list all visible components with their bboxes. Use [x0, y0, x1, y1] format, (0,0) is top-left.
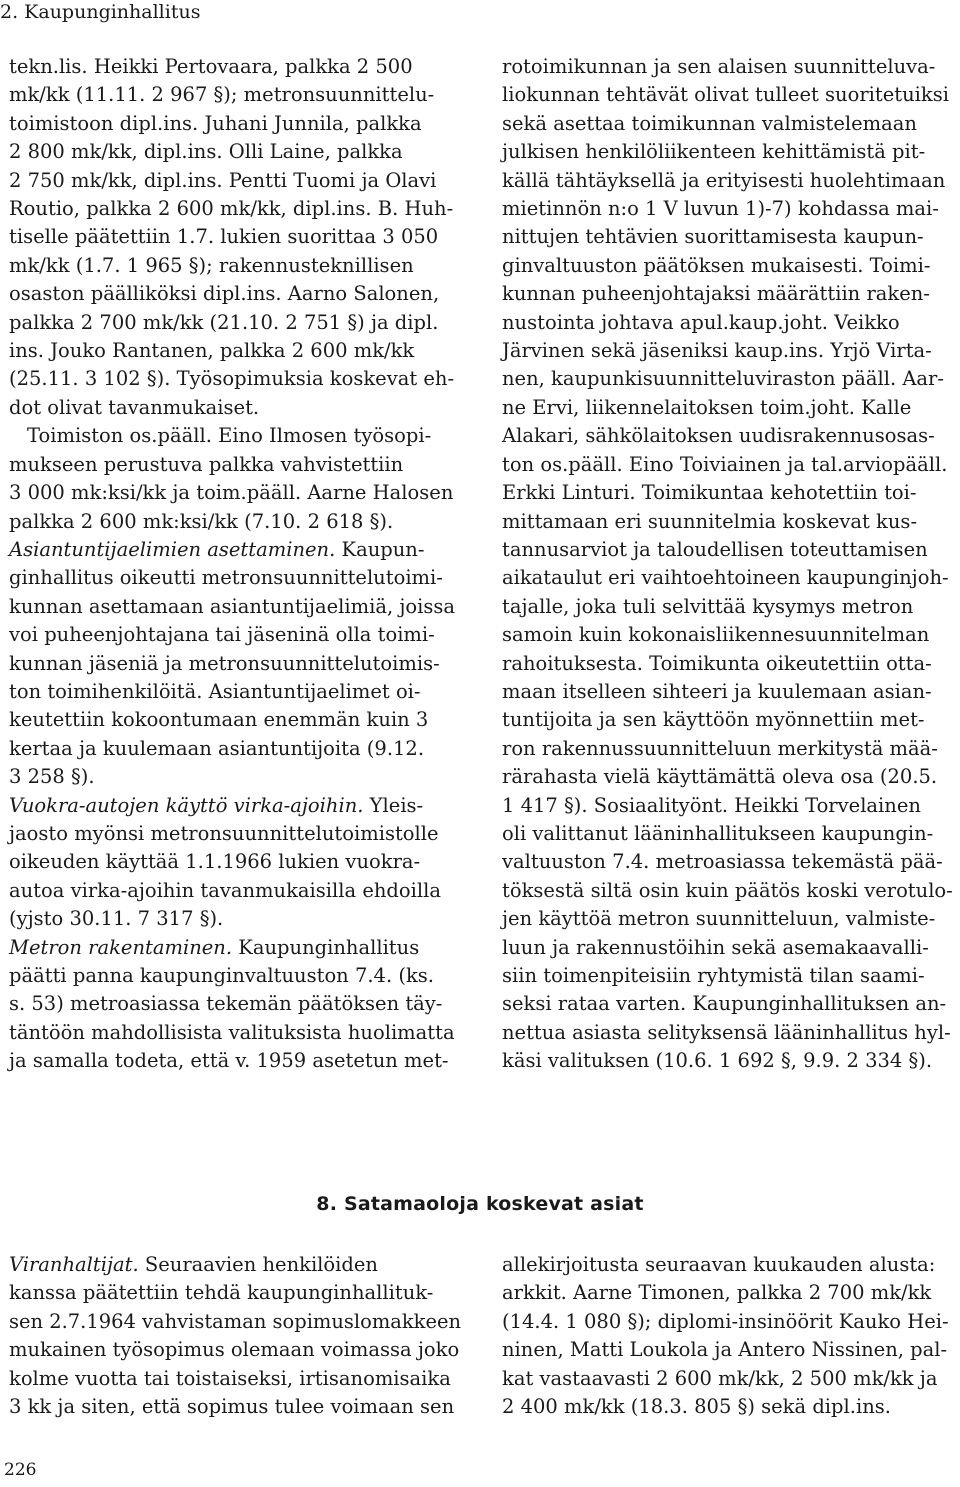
- text-line: ne Ervi, liikennelaitoksen toim.joht. Kalle: [502, 395, 912, 419]
- text-line: ton os.pääll. Eino Toiviainen ja tal.arviopääll.: [502, 452, 948, 476]
- text-line: ron rakennussuunnitteluun merkitystä mää-: [502, 736, 938, 760]
- text-line: tiselle päätettiin 1.7. lukien suorittaa 3 050: [9, 225, 439, 249]
- text-line: kertaa ja kuulemaan asiantuntijoita (9.12.: [9, 736, 425, 760]
- text-line: ins. Jouko Rantanen, palkka 2 600 mk/kk: [9, 339, 415, 363]
- text-line: nen, kaupunkisuunnitteluviraston pääll. Aar-: [502, 367, 944, 391]
- text-line: källä tähtäyksellä ja erityisesti huolehtimaan: [502, 168, 946, 192]
- text-line: kunnan jäseniä ja metronsuunnittelutoimis-: [9, 651, 440, 675]
- text-line: rärahasta vielä käyttämättä oleva osa (20.5.: [502, 765, 938, 789]
- text-line: tuntijoita ja sen käyttöön myönnettiin met-: [502, 708, 925, 732]
- text-line: rahoituksesta. Toimikunta oikeutettiin otta-: [502, 651, 932, 675]
- text-line: kat vastaavasti 2 600 mk/kk, 2 500 mk/kk ja: [502, 1366, 938, 1390]
- text-line: tekn.lis. Heikki Pertovaara, palkka 2 500: [9, 55, 413, 78]
- text-line: samoin kuin kokonaisliikennesuunnitelman: [502, 623, 930, 647]
- text-line: mittamaan eri suunnitelmia koskevat kus-: [502, 509, 918, 533]
- text-line: oikeuden käyttää 1.1.1966 lukien vuokra-: [9, 850, 421, 874]
- text-fragment: Yleis-: [363, 793, 424, 817]
- section-title: 8. Satamaoloja koskevat asiat: [316, 1193, 644, 1215]
- text-line: [9, 792, 461, 820]
- text-line: liokunnan tehtävät olivat tulleet suoritetuiksi: [502, 83, 949, 107]
- text-line: kunnan asettamaan asiantuntijaelimiä, joissa: [9, 594, 456, 618]
- text-line: sen 2.7.1964 vahvistaman sopimuslomakkeen: [9, 1309, 462, 1333]
- text-line: siin toimenpiteisiin ryhtymistä tilan saami-: [502, 964, 925, 987]
- text-line: (14.4. 1 080 §); diplomi-insinöörit Kauko Hei-: [502, 1309, 949, 1333]
- text-line: nittujen tehtävien suorittamisesta kaupun-: [502, 225, 924, 249]
- text-line: arkkit. Aarne Timonen, palkka 2 700 mk/kk: [502, 1281, 932, 1305]
- text-line: aikataulut eri vaihtoehtoineen kaupunginjoh-: [502, 566, 949, 590]
- text-line: osaston päälliköksi dipl.ins. Aarno Salonen,: [9, 282, 440, 306]
- text-line: [9, 536, 461, 564]
- text-line: ginhallitus oikeutti metronsuunnittelutoimi-: [9, 566, 443, 590]
- text-line: nustointa johtava apul.kaup.joht. Veikko: [502, 310, 900, 334]
- text-line: (25.11. 3 102 §). Työsopimuksia koskevat eh-: [9, 367, 455, 391]
- text-line: Alakari, sähkölaitoksen uudisrakennusosas-: [502, 424, 935, 448]
- text-line: tajalle, joka tuli selvittää kysymys metron: [502, 594, 914, 618]
- text-line: maan itselleen sihteeri ja kuulemaan asian-: [502, 679, 932, 703]
- subheading-vuokra: Vuokra-autojen käyttö virka-ajoihin.: [9, 793, 364, 817]
- text-line: ninen, Matti Loukola ja Antero Nissinen, pal-: [502, 1338, 948, 1362]
- text-line: [9, 934, 461, 962]
- column-left-top: [9, 53, 461, 1076]
- running-header: 2. Kaupunginhallitus: [0, 1, 201, 23]
- page-number: 226: [4, 1460, 37, 1480]
- text-line: mk/kk (1.7. 1 965 §); rakennusteknillisen: [9, 253, 414, 277]
- text-line: mukainen työsopimus olemaan voimassa joko: [9, 1338, 460, 1362]
- column-left-bottom: [9, 1251, 461, 1421]
- text-line: Järvinen sekä jäseniksi kaup.ins. Yrjö Virta-: [502, 339, 932, 363]
- column-right-bottom: [502, 1251, 957, 1421]
- subheading-asiantuntija: Asiantuntijaelimien asettaminen.: [9, 537, 336, 561]
- text-line: luun ja rakennustöihin sekä asemakaavalli-: [502, 935, 929, 959]
- text-line: mietinnön n:o 1 V luvun 1)-7) kohdassa mai-: [502, 197, 939, 221]
- text-line: ginvaltuuston päätöksen mukaisesti. Toimi-: [502, 253, 931, 277]
- text-line: dot olivat tavanmukaiset.: [9, 395, 260, 419]
- text-line: töksestä siltä osin kuin päätös koski verotulo-: [502, 878, 953, 902]
- text-line: mukseen perustuva palkka vahvistettiin: [9, 452, 404, 476]
- text-line: ja samalla todeta, että v. 1959 asetetun met-: [9, 1049, 449, 1073]
- text-line: Erkki Linturi. Toimikuntaa kehotettiin toi-: [502, 481, 917, 505]
- text-line: nettua asiasta selityksensä lääninhallitus hyl-: [502, 1020, 951, 1044]
- text-line: käsi valituksen (10.6. 1 692 §, 9.9. 2 334 §).: [502, 1049, 933, 1073]
- text-line: jen käyttöä metron suunnitteluun, valmiste-: [502, 907, 936, 931]
- text-line: 3 kk ja siten, että sopimus tulee voimaan sen: [9, 1395, 455, 1419]
- text-line: keutettiin kokoontumaan enemmän kuin 3: [9, 708, 429, 732]
- text-line: mk/kk (11.11. 2 967 §); metronsuunnittelu-: [9, 83, 435, 107]
- text-line: palkka 2 700 mk/kk (21.10. 2 751 §) ja dipl.: [9, 310, 439, 334]
- text-line: toimistoon dipl.ins. Juhani Junnila, palkka: [9, 111, 422, 135]
- text-line: [9, 1251, 461, 1279]
- text-line: julkisen henkilöliikenteen kehittämistä pit-: [502, 140, 926, 164]
- text-line: voi puheenjohtajana tai jäseninä olla toimi-: [9, 623, 435, 647]
- text-line: kunnan puheenjohtajaksi määrättiin raken-: [502, 282, 930, 306]
- text-line: seksi rataa varten. Kaupunginhallituksen an-: [502, 992, 947, 1016]
- text-line: (yjsto 30.11. 7 317 §).: [9, 907, 224, 931]
- text-line: allekirjoitusta seuraavan kuukauden alusta:: [502, 1253, 936, 1276]
- subheading-metro: Metron rakentaminen.: [9, 935, 233, 959]
- text-line: ton toimihenkilöitä. Asiantuntijaelimet oi-: [9, 679, 421, 703]
- column-right-top: [502, 53, 957, 1076]
- text-line: 2 750 mk/kk, dipl.ins. Pentti Tuomi ja Olavi: [9, 168, 437, 192]
- text-line: kanssa päätettiin tehdä kaupunginhallituk-: [9, 1281, 434, 1305]
- text-line: täntöön mahdollisista valituksista huolimatta: [9, 1020, 455, 1044]
- text-line: kolme vuotta tai toistaiseksi, irtisanomisaika: [9, 1366, 451, 1390]
- text-line: rotoimikunnan ja sen alaisen suunnitteluva-: [502, 55, 936, 78]
- text-line: palkka 2 600 mk:ksi/kk (7.10. 2 618 §).: [9, 509, 394, 533]
- text-line: 2 800 mk/kk, dipl.ins. Olli Laine, palkka: [9, 140, 403, 164]
- text-line: valtuuston 7.4. metroasiassa tekemästä pää-: [502, 850, 943, 874]
- text-line: 3 000 mk:ksi/kk ja toim.pääll. Aarne Halosen: [9, 481, 454, 505]
- text-fragment: Seuraavien henkilöiden: [138, 1253, 378, 1276]
- text-line: 1 417 §). Sosiaalityönt. Heikki Torvelainen: [502, 793, 921, 817]
- text-fragment: Kaupunginhallitus: [232, 935, 420, 959]
- text-line: autoa virka-ajoihin tavanmukaisilla ehdoilla: [9, 878, 441, 902]
- text-line: tannusarviot ja taloudellisen toteuttamisen: [502, 537, 928, 561]
- text-line: s. 53) metroasiassa tekemän päätöksen täy-: [9, 992, 443, 1016]
- subheading-viranhaltijat: Viranhaltijat.: [9, 1253, 139, 1276]
- text-line: jaosto myönsi metronsuunnittelutoimistolle: [9, 821, 439, 845]
- text-line: Toimiston os.pääll. Eino Ilmosen työsopi-: [27, 424, 432, 448]
- text-line: päätti panna kaupunginvaltuuston 7.4. (ks.: [9, 964, 434, 987]
- text-line: 3 258 §).: [9, 765, 95, 789]
- text-line: sekä asettaa toimikunnan valmistelemaan: [502, 111, 917, 135]
- text-line: 2 400 mk/kk (18.3. 805 §) sekä dipl.ins.: [502, 1395, 891, 1419]
- text-fragment: Kaupun-: [335, 537, 425, 561]
- text-line: oli valittanut lääninhallitukseen kaupungin-: [502, 821, 934, 845]
- text-line: Routio, palkka 2 600 mk/kk, dipl.ins. B. Huh-: [9, 197, 454, 221]
